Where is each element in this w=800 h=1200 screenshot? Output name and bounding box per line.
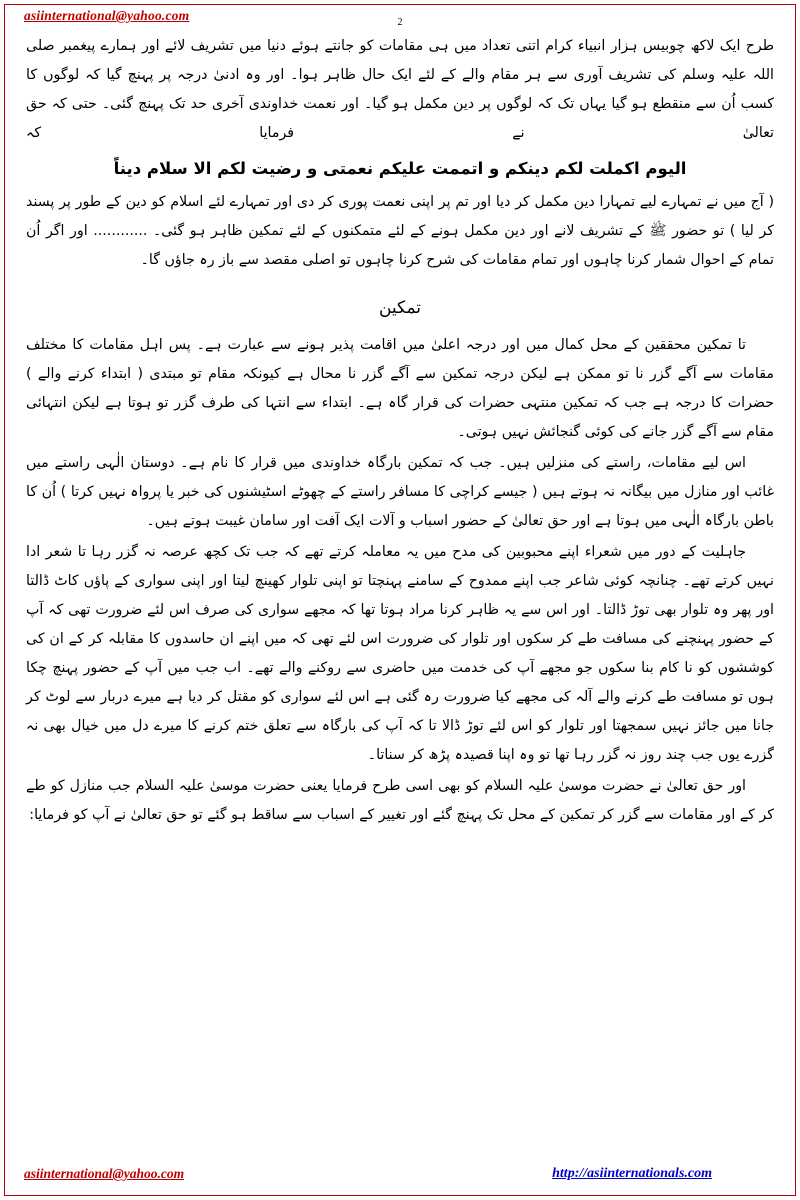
paragraph-2: ( آج میں نے تمہارے لیے تمہارا دین مکمل کر دیا اور تم پر اپنی نعمت پوری کر دی اور تمہارے لئے اسلام کو دین کے طور پر پسند کر لیا ) تو حضور ﷺ کے تشریف لانے اور دین مکمل ہونے کے لئے متمکنوں کے لئے تمکین ظاہر ہو گئی۔ ............ اور اگر اُن تمام کے احوال شمار کرنا چاہوں اور تمام مقامات کی شرح کرنا چاہوں تو اصلی مقصد سے باز رہ جاؤں گا۔ xyxy=(26,194,774,268)
paragraph-3: تا تمکین محققین کے محل کمال میں اور درجہ اعلیٰ میں اقامت پذیر ہونے سے عبارت ہے۔ پس اہل مقامات کا مختلف مقامات سے آگے گزر نا تو ممکن ہے لیکن درجہ تمکین سے آگے گزر نا محال ہے کیونکہ مقام تو مبتدی ( ابتداء کرنے والے ) حضرات کا درجہ ہے جب کہ تمکین منتہی حضرات کی قرار گاہ ہے۔ ابتداء سے انتہا کی طرف گزر تو ہوتا ہے لیکن انتہائی مقام سے آگے گزر جانے کی کوئی گنجائش نہیں ہوتی۔ xyxy=(26,337,774,440)
header-email-link[interactable]: asiinternational@yahoo.com xyxy=(24,8,190,23)
page-header xyxy=(24,8,776,26)
page-footer xyxy=(24,1166,776,1186)
document-body xyxy=(26,32,774,1148)
paragraph-4: اس لیے مقامات، راستے کی منزلیں ہیں۔ جب کہ تمکین بارگاہ خداوندی میں قرار کا نام ہے۔ دوستان الٰہی راستے میں غائب اور منازل میں بیگانہ نہ ہوتے ہیں ( جیسے کراچی کا مسافر راستے کے چھوٹے اسٹیشنوں کی خبر یا پرواہ نہیں کرتا ) اُن کا باطن بارگاہ الٰہی میں ہوتا ہے اور حق تعالیٰ کے حضور اسباب و آلات ایک آفت اور سامان غیبت ہوتے ہیں۔ xyxy=(26,455,774,529)
paragraph-6: اور حق تعالیٰ نے حضرت موسیٰ علیہ السلام کو بھی اسی طرح فرمایا یعنی حضرت موسیٰ علیہ السلام جب منازل کو طے کر کے اور مقامات سے گزر کر تمکین کے محل تک پہنچ گئے اور تغییر کے اسباب سے ساقط ہو گئے تو حق تعالیٰ نے آپ کو فرمایا: xyxy=(26,778,774,823)
arabic-quote: الیوم اکملت لکم دینکم و اتممت علیکم نعمتی و رضیت لکم الا سلام دیناً xyxy=(113,159,687,178)
section-heading-tamkeen: تمکین xyxy=(378,298,422,318)
spacer xyxy=(26,277,774,283)
paragraph-1: طرح ایک لاکھ چوبیس ہزار انبیاء کرام اتنی تعداد میں ہی مقامات کو جانتے ہوئے دنیا میں تشریف لائے اور ہمارے پیغمبر صلی اللہ علیہ وسلم کی تشریف آوری سے ہر مقام والے کے لئے ایک حال ظاہر ہوا۔ اور وہ ادنیٰ درجہ پر پہنچ گیا کہ لوگوں کا کسب اُن سے منقطع ہو گیا یہاں تک کہ لوگوں پر دین مکمل ہو گیا۔ اور نعمت خداوندی آخری حد تک پہنچ گئی۔ حتی کہ حق تعالیٰ نے فرمایا کہ xyxy=(26,38,774,141)
footer-website-link[interactable]: http://asiinternationals.com xyxy=(552,1166,712,1181)
footer-email-link[interactable]: asiinternational@yahoo.com xyxy=(24,1166,185,1181)
page-number: 2 xyxy=(397,17,403,28)
paragraph-5: جاہلیت کے دور میں شعراء اپنے محبوبین کی مدح میں یہ معاملہ کرتے تھے کہ جب تک کچھ عرصہ نہ گزر رہا تا شعر ادا نہیں کرتے تھے۔ چنانچہ کوئی شاعر جب اپنے ممدوح کے سامنے پہنچتا تو اپنی تلوار کھینچ لیتا اور اپنی سواری کے پاؤں کاٹ ڈالتا اور پھر وہ تلوار بھی توڑ ڈالتا۔ اور اس سے یہ ظاہر کرنا مراد ہوتا تھا کہ مجھے سواری کی صرف اس لئے ضرورت تھی کہ آپ کے حضور پہنچنے کی مسافت طے کر سکوں اور تلوار کی ضرورت اس لئے تھی کہ میں اپنے ان حاسدوں کا مقابلہ کر کے ان کی کوششوں کو نا کام بنا سکوں جو مجھے آپ کی خدمت میں حاضری سے روکنے والے تھے۔ اب جب میں آپ کے حضور پہنچ چکا ہوں تو مسافت طے کرنے والے آلہ کی مجھے کیا ضرورت رہ گئی ہے اس لئے سواری کو مقتل کر دیا ہے میرے دربار سے لوٹ کر جانا میں جائز نہیں سمجھتا اور تلوار کو اس لئے توڑ ڈالا تا کہ آپ کی بارگاہ سے تعلق ختم کرنے کا میرے دل میں خیال بھی نہ گزرے یوں جب چند روز نہ گزر رہا تھا تو وہ اپنا قصیدہ پڑھ کر سناتا۔ xyxy=(26,544,774,763)
